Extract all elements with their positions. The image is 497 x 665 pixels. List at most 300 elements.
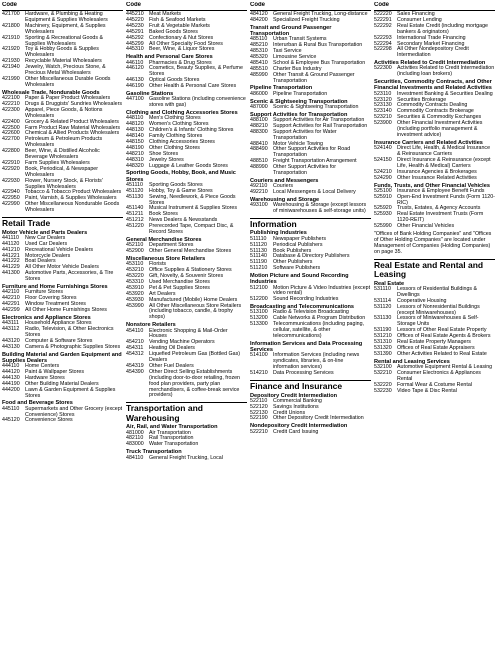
code-description: All Other Home Furnishings Stores [25,306,107,313]
code-entry [2,388,123,400]
code-number: 522190 [250,415,268,422]
subsector-heading: Clothing and Clothing Accessories Stores [126,110,238,117]
code-number: 441110 [2,234,19,241]
code-number: 442291 [2,301,20,308]
code-entry [2,308,123,314]
code-number: 447100 [126,96,144,103]
code-number: 453990 [126,302,144,309]
code-description: Other Support Activities for Transportation [273,164,337,177]
code-description: Offices of Real Estate Agents & Brokers [397,333,491,340]
code-description: Scenic & Sightseeing Transportation [273,103,359,110]
code-number: 421940 [2,64,20,71]
code-number: 453210 [126,267,144,274]
code-entry [2,167,123,179]
code-entry [126,97,247,109]
subsector-heading: Information Services and Data Processing Services [250,340,363,354]
code-number: 532220 [374,381,392,388]
code-number: 443130 [2,343,20,350]
code-entry [126,456,247,462]
code-description: Other Financial Investment Activities (including portfolio management & investment advice) [397,120,483,139]
code-description: Heating Oil Dealers [149,345,195,352]
code-description: Book Stores [149,211,178,218]
code-description: Cable Networks & Program Distribution [273,315,366,322]
subsector-heading: Securities, Commodity Contracts, and Other Financial Investments and Related Activities [374,79,492,92]
code-number: 524150 [374,156,392,163]
code-description: Charter Bus Industry [273,65,322,72]
code-description: Computer & Software Stores [25,337,93,344]
code-number: 525910 [374,193,392,200]
code-description: Department Stores [149,242,194,249]
code-number: 511130 [250,247,267,254]
code-description: Beer, Wine, & Distilled Alcoholic Beverage Wholesalers [25,148,100,161]
code-number: 511110 [250,235,267,242]
code-number: 443112 [2,326,20,332]
code-entry [374,352,495,358]
code-description: Consumer Lending [397,16,442,23]
code-description: Interurban & Rural Bus Transportation [273,42,363,49]
code-number: 451110 [126,181,143,188]
code-description: Paper & Paper Product Wholesalers [25,94,111,101]
subsector-heading: Real Estate [374,280,405,287]
code-description: Baked Goods Stores [149,28,198,35]
code-description: Other Building Material Dealers [25,380,99,387]
code-description: Book Publishers [273,247,312,254]
code-description: Toy & Hobby Goods & Supplies Wholesalers [25,46,99,59]
code-description: Pet & Pet Supplies Stores [149,284,210,291]
code-entry [374,224,495,230]
code-entry [126,304,247,322]
code-description: Vending Machine Operators [149,339,215,346]
code-entry [126,47,247,53]
code-description: Fish & Seafood Markets [149,16,206,23]
subsector-heading: Truck Transportation [126,449,182,456]
code-description: Grocery & Related Product Wholesalers [25,118,119,125]
code-number: 452900 [126,248,144,255]
subsector-heading: Electronics and Appliance Stores [2,314,91,321]
code-description: Meat Markets [149,11,182,17]
sector-heading: Real Estate and Rental and Leasing [374,259,495,280]
code-number: 524290 [374,174,392,181]
code-description: General Freight Trucking, Long-distance [273,11,368,17]
code-number: 445230 [126,22,144,29]
code-description: Cosmetics, Beauty Supplies, & Perfume Stores [149,65,243,78]
code-number: 448320 [126,162,144,169]
code-description: Clothing Accessories Stores [149,138,215,145]
code-entry [250,371,371,377]
code-description: Secondary Market Financing [397,40,465,47]
subsector-heading: Funds, Trusts, and Other Financial Vehicles [374,182,490,189]
code-number: 531130 [374,315,392,322]
code-description: Direct Insurance & Reinsurance (except Life, Health & Medical) Carriers [397,156,491,169]
code-description: Lessors of Miniwarehouses & Self-Storage Units [397,315,479,328]
subsector-heading: Miscellaneous Store Retailers [126,256,206,263]
code-description: Periodical Publishers [273,241,323,248]
code-number: 531110 [374,285,391,292]
code-number: 443111 [2,320,19,327]
code-description: Savings Institutions [273,403,319,410]
code-number: 441229 [2,264,20,271]
code-number: 444130 [2,374,20,381]
code-number: 522110 [250,397,268,404]
code-entry [250,190,371,196]
code-number: 454311 [126,345,144,352]
code-description: Commodity Contracts Dealing [397,102,468,109]
code-description: Data Processing Services [273,370,334,377]
code-description: Office Supplies & Stationery Stores [149,267,232,274]
column-4 [374,2,495,663]
code-number: 522293 [374,34,392,41]
code-number: 446120 [126,65,144,72]
code-entry [2,108,123,120]
code-description: Pharmacies & Drug Stores [149,59,212,66]
code-number: 525920 [374,205,392,212]
code-description: Apparel, Piece Goods, & Notions Wholesalers [25,106,103,119]
code-description: Other Financial Vehicles [397,223,455,230]
code-description: Formal Wear & Costume Rental [397,381,472,388]
code-number: 452110 [126,242,144,249]
code-entry [126,84,247,90]
code-number: 422930 [2,177,20,184]
code-description: Direct Life, Health, & Medical Insurance & Reinsurance Carriers [397,145,491,158]
code-number: 531310 [374,339,392,346]
sector-heading: Retail Trade [2,217,123,229]
code-number: 532230 [374,387,392,394]
code-number: 451211 [126,211,144,218]
code-description: Drugs & Druggists' Sundries Wholesalers [25,100,122,107]
code-number: 513200 [250,315,268,322]
code-description: International Trade Financing [397,34,466,41]
code-number: 531320 [374,345,392,351]
code-description: Limousine Service [273,53,317,60]
code-description: Information Services (including news syndicates, libraries, & on-line information services) [273,352,360,371]
code-number: 453910 [126,284,144,291]
column-3 [250,2,371,663]
code-description: Gasoline Stations (including convenience stores with gas) [149,96,246,109]
code-entry [250,430,371,436]
code-description: Rail Transportation [149,435,194,442]
code-description: Commercial Banking [273,397,322,404]
code-number: 488490 [250,146,268,153]
code-description: Automotive Equipment Rental & Leasing [397,364,493,371]
code-entry [250,353,371,371]
code-description: Lawn & Garden Equipment & Supplies Stores [25,386,116,399]
code-number: 522291 [374,16,392,23]
code-description: Tobacco & Tobacco Product Wholesalers [25,189,122,196]
code-number: 522298 [374,46,392,53]
code-number: 522292 [374,22,392,29]
code-description: Shoe Stores [149,150,179,157]
code-number: 514210 [250,370,268,377]
code-number: 421990 [2,75,20,82]
code-description: Newspaper Publishers [273,235,326,242]
subsector-heading: Activities Related to Credit Intermediation [374,60,486,67]
code-description: Cooperative Housing [397,297,447,304]
code-description: Sound Recording Industries [273,296,339,303]
subsector-heading: Warehousing and Storage [250,196,320,203]
code-entry [126,164,247,170]
code-number: 454390 [126,368,144,375]
code-description: Hobby, Toy & Game Stores [149,187,213,194]
code-number: 522120 [250,403,268,410]
code-description: Other Insurance Related Activities [397,174,477,181]
code-number: 531190 [374,327,392,334]
code-description: Insurance & Employee Benefit Funds [397,187,485,194]
code-number: 445291 [126,28,144,35]
subsector-heading: Broadcasting and Telecommunications [250,304,355,311]
code-description: Recreational Vehicle Dealers [25,246,94,253]
code-number: 442210 [2,295,20,302]
subsector-heading: Food and Beverage Stores [2,400,73,407]
code-description: Taxi Service [273,48,302,55]
code-description: Couriers [273,183,294,190]
code-number: 453920 [126,290,144,297]
code-number: 512100 [250,284,268,291]
code-number: 441210 [2,246,20,253]
code-description: Luggage & Leather Goods Stores [149,162,228,169]
code-description: Offices of Real Estate Appraisers [397,345,475,351]
code-number: 454110 [126,327,144,334]
code-description: Floor Covering Stores [25,295,77,302]
code-number: 441120 [2,240,20,247]
code-description: Optical Goods Stores [149,77,200,84]
code-description: Securities & Commodity Exchanges [397,114,482,121]
code-number: 488210 [250,122,268,129]
code-description: Other Publishers [273,259,313,266]
code-description: Electronic Shopping & Mail-Order Houses [149,327,228,340]
code-number: 511140 [250,253,267,260]
code-entry [250,266,371,272]
code-description: News Dealers & Newsstands [149,217,218,224]
code-description: Other Miscellaneous Nondurable Goods Wholesalers [25,201,120,214]
code-description: Other Clothing Stores [149,144,200,151]
code-number: 446190 [126,83,144,90]
code-description: Furniture Stores [25,289,63,296]
code-number: 484200 [250,16,268,23]
code-description: Paint, Varnish, & Supplies Wholesalers [25,195,117,202]
code-number: 442110 [2,289,20,296]
code-entry [2,418,123,424]
code-number: 422800 [2,148,20,155]
code-number: 488990 [250,164,268,171]
code-entry [374,66,495,78]
code-description: Family Clothing Stores [149,133,203,140]
code-description: Other Activities Related to Real Estate [397,350,487,357]
code-number: 441222 [2,258,20,265]
code-number: 524140 [374,145,392,152]
code-description: Sporting Goods Stores [149,181,203,188]
code-entry [250,130,371,142]
code-description: Support Activities for Air Transportation [273,116,365,123]
code-number: 446110 [126,59,144,66]
code-number: 485510 [250,65,268,72]
code-number: 445120 [2,417,20,424]
code-entry [250,18,371,24]
code-number: 524210 [374,168,392,175]
code-number: 523900 [374,120,392,127]
subsector-heading: Nondepository Credit Intermediation [250,423,348,430]
code-number: 448310 [126,156,144,163]
code-description: Confectionary & Nut Stores [149,34,214,41]
code-description: School & Employee Bus Transportation [273,59,366,66]
code-description: Air Transportation [149,429,191,436]
code-number: 522294 [374,40,392,47]
code-description: Flower, Nursery Stock, & Florists' Supplies Wholesalers [25,177,103,190]
code-number: 488410 [250,140,268,147]
code-number: 445299 [126,40,144,47]
code-entry [250,297,371,303]
subsector-heading: Scenic & Sightseeing Transportation [250,98,348,105]
code-number: 453110 [126,261,144,268]
code-description: Women's Clothing Stores [149,121,209,128]
code-description: Water Transportation [149,441,199,448]
code-number: 493100 [250,202,268,209]
code-number: 523140 [374,108,392,115]
code-number: 421910 [2,34,20,41]
code-number: 451140 [126,205,144,212]
code-number: 444200 [2,386,20,393]
code-number: 442299 [2,306,20,313]
code-description: Securities Brokerage [397,96,447,103]
code-description: Insurance Agencies & Brokerages [397,168,477,175]
code-description: Motion Picture & Video Industries (except video rental) [273,284,371,297]
code-number: 511120 [250,241,267,248]
column-2 [126,2,247,663]
code-description: Real Estate Property Managers [397,339,471,346]
code-entry [374,371,495,383]
code-number: 421700 [2,11,20,17]
code-description: Hardware, & Plumbing & Heating Equipment & Supplies Wholesalers [25,11,108,23]
code-number: 422500 [2,124,20,131]
code-description: Specialized Freight Trucking [273,16,340,23]
subsector-heading: Motion Picture and Sound Recording Industries [250,273,349,286]
code-description: Jewelry Stores [149,156,184,163]
code-number: 531114 [374,297,391,304]
code-number: 443120 [2,337,20,344]
code-number: 448190 [126,144,144,151]
code-description: Software Publishers [273,265,321,272]
column-header: Code [374,2,495,11]
code-description: Support Activities for Water Transportation [273,128,337,141]
code-description: Credit Card Issuing [273,428,319,435]
code-description: Lessors of Residential Buildings & Dwellings [397,285,478,298]
code-description: Lessors of Other Real Estate Property [397,327,487,334]
code-number: 422700 [2,136,20,143]
sector-heading: Information [250,218,371,230]
code-number: 422940 [2,189,20,196]
code-entry [126,442,247,448]
code-description: All Other Specialty Food Stores [149,40,223,47]
code-description: Beer, Wine, & Liquor Stores [149,46,215,53]
code-description: Sewing, Needlework, & Piece Goods Stores [149,193,236,206]
code-description: Paint & Wallpaper Stores [25,368,84,375]
code-number: 492110 [250,183,268,190]
code-number: 441221 [2,252,20,259]
code-description: Machinery, Equipment, & Supplies Wholesalers [25,22,106,35]
code-number: 441300 [2,270,20,277]
code-description: Support Activities for Rail Transportation [273,122,368,129]
code-number: 531210 [374,333,392,340]
code-number: 454210 [126,339,144,346]
code-description: Other Depository Credit Intermediation [273,415,364,422]
code-description: Warehousing & Storage (except lessors of miniwarehouses & self-storage units) [273,202,367,215]
code-description: Radio & Television Broadcasting [273,309,349,316]
code-number: 485310 [250,48,268,55]
code-description: Credit Unions [273,409,306,416]
code-number: 522130 [250,409,268,416]
code-entry [2,202,123,214]
code-description: Farm Supplies Wholesalers [25,159,90,166]
code-number: 448150 [126,138,144,145]
code-number: 422990 [2,201,20,208]
code-number: 525100 [374,187,392,194]
code-description: Motor Vehicle Towing [273,140,323,147]
code-number: 445110 [2,405,20,412]
code-description: Liquefied Petroleum Gas (Bottled Gas) Dealers [149,351,240,364]
code-number: 453930 [126,296,144,303]
code-entry [374,121,495,139]
code-description: All Other Motor Vehicle Dealers [25,264,99,271]
column-header: Code [126,2,247,11]
code-number: 454312 [126,351,144,358]
code-description: Urban Transit Systems [273,36,327,43]
code-description: Musical Instrument & Supplies Stores [149,205,238,212]
subsector-heading: Pipeline Transportation [250,85,313,92]
code-number: 487000 [250,103,268,110]
subsector-heading: Building Material and Garden Equipment and Supplies Dealers [2,351,122,364]
code-description: Motorcycle Dealers [25,252,71,259]
code-description: Other Health & Personal Care Stores [149,83,237,90]
code-description: Chemical & Allied Products Wholesalers [25,130,120,137]
subsector-heading: Sporting Goods, Hobby, Book, and Music Stores [126,170,236,183]
code-entry [126,224,247,236]
code-number: 525930 [374,211,392,218]
column-1 [2,2,123,663]
code-number: 484110 [126,454,144,461]
code-description: Activities Related to Credit Intermediation (including loan brokers) [397,65,495,78]
code-description: Men's Clothing Stores [149,115,201,122]
code-description: Used Car Dealers [25,240,68,247]
code-number: 523110 [374,90,392,97]
code-number: 531120 [374,303,392,310]
column-header: Code [2,2,123,11]
code-number: 444110 [2,363,20,370]
code-number: 422600 [2,130,20,137]
code-number: 422300 [2,106,20,113]
code-number: 444120 [2,368,20,375]
code-description: Database & Directory Publishers [273,253,350,260]
code-number: 453310 [126,278,144,285]
code-number: 513300 [250,321,268,328]
sector-heading: Transportation and Warehousing [126,402,247,423]
code-description: Fruit & Vegetable Markets [149,22,210,29]
code-number: 451220 [126,223,144,230]
code-description: Petroleum & Petroleum Products Wholesalers [25,136,103,149]
code-number: 444190 [2,380,20,387]
code-description: Book, Periodical, & Newspaper Wholesalers [25,165,99,178]
code-description: Boat Dealers [25,258,56,265]
code-entry [250,165,371,177]
code-entry [250,105,371,111]
code-number: 422910 [2,159,20,166]
code-number: 485110 [250,36,268,43]
subsector-heading: Health and Personal Care Stores [126,54,213,61]
code-description: Gift, Novelty, & Souvenir Stores [149,273,224,280]
code-entry [2,77,123,89]
code-entry [2,345,123,351]
code-description: Other Transit & Ground Passenger Transportation [273,71,355,84]
code-description: Used Merchandise Stores [149,278,210,285]
code-number: 421800 [2,22,20,29]
